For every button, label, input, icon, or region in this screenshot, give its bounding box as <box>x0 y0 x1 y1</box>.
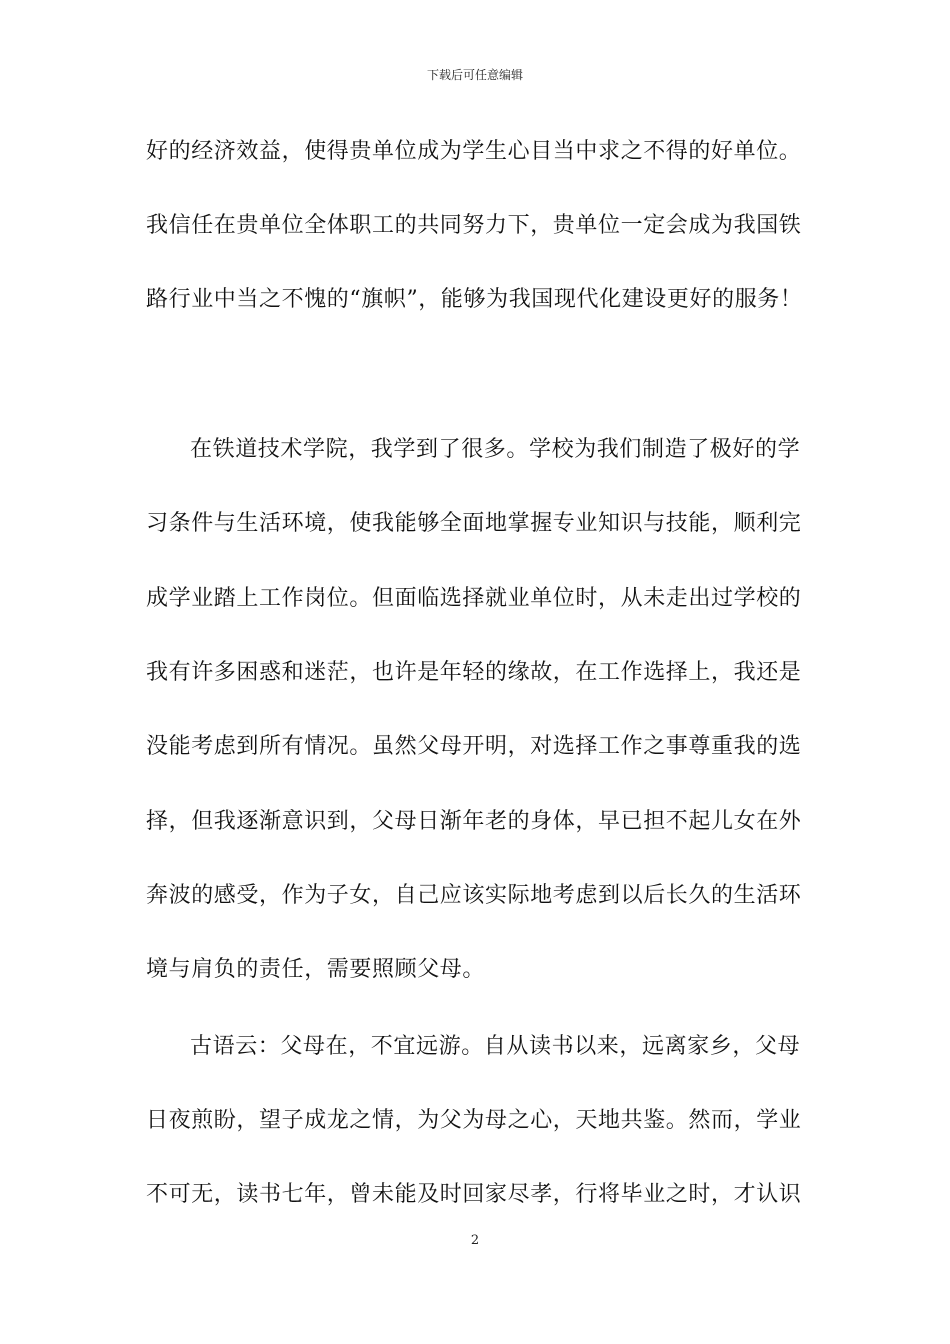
text-line: 习条件与生活环境，使我能够全面地掌握专业知识与技能，顺利完 <box>146 511 802 536</box>
text-line: 好的经济效益，使得贵单位成为学生心目当中求之不得的好单位。 <box>146 139 802 164</box>
page-header: 下载后可任意编辑 <box>426 68 523 82</box>
text-line: 境与肩负的责任，需要照顾父母。 <box>146 957 486 982</box>
text-line: 奔波的感受，作为子女，自己应该实际地考虑到以后长久的生活环 <box>146 883 802 908</box>
text-line: 不可无，读书七年，曾未能及时回家尽孝，行将毕业之时，才认识 <box>146 1182 802 1207</box>
text-line: 没能考虑到所有情况。虽然父母开明，对选择工作之事尊重我的选 <box>146 734 802 759</box>
text-line: 古语云：父母在，不宜远游。自从读书以来，远离家乡，父母 <box>190 1034 801 1059</box>
text-line: 我信任在贵单位全体职工的共同努力下，贵单位一定会成为我国铁 <box>146 213 802 238</box>
page-number: 2 <box>470 1233 480 1248</box>
text-line: 在铁道技术学院，我学到了很多。学校为我们制造了极好的学 <box>190 437 801 462</box>
text-line: 择，但我逐渐意识到，父母日渐年老的身体，早已担不起儿女在外 <box>146 809 802 834</box>
text-line: 成学业踏上工作岗位。但面临选择就业单位时，从未走出过学校的 <box>146 586 802 611</box>
text-line: 我有许多困惑和迷茫，也许是年轻的缘故，在工作选择上，我还是 <box>146 660 802 685</box>
text-line: 日夜煎盼，望子成龙之情，为父为母之心，天地共鉴。然而，学业 <box>146 1108 802 1133</box>
text-line: 路行业中当之不愧的“旗帜”，能够为我国现代化建设更好的服务！ <box>146 287 803 312</box>
